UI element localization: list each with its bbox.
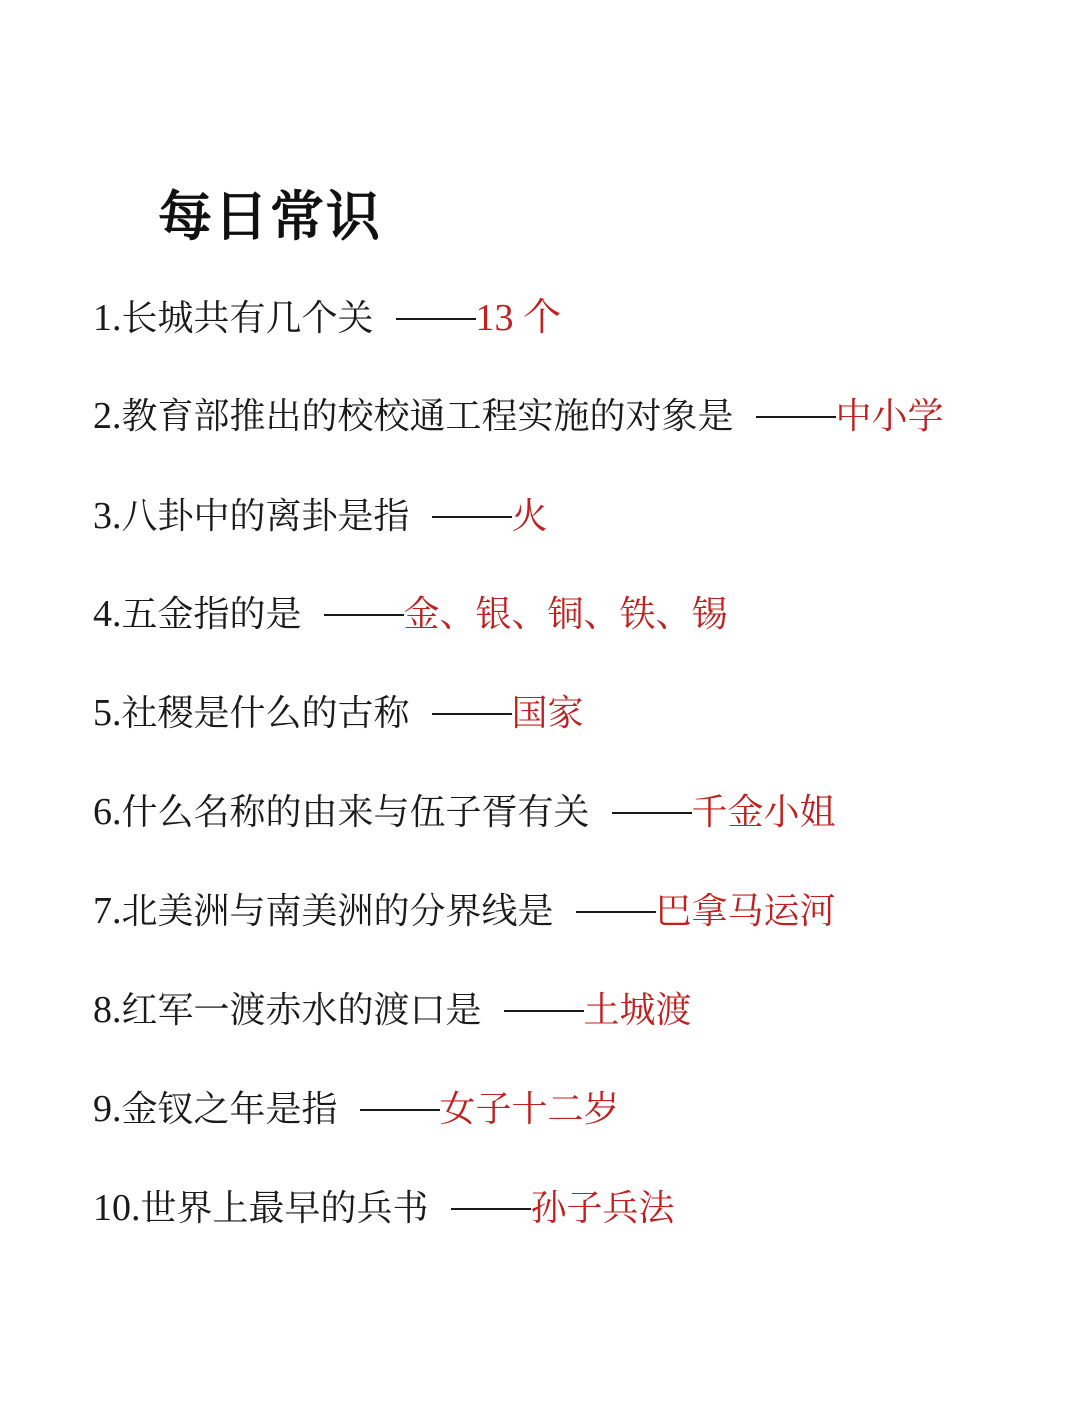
- item-answer: 中小学: [835, 396, 944, 437]
- list-item: [93, 1182, 675, 1234]
- item-question: 世界上最早的兵书: [140, 1188, 429, 1229]
- item-answer: 金、银、铜、铁、锡: [403, 594, 728, 635]
- answer-dash: [451, 1208, 531, 1210]
- item-question: 长城共有几个关: [121, 298, 374, 339]
- answer-dash: [612, 812, 692, 814]
- list-item: [93, 490, 548, 542]
- list-item: [93, 786, 836, 838]
- item-answer: 火: [511, 496, 548, 537]
- answer-dash: [504, 1010, 584, 1012]
- list-item: [93, 390, 944, 442]
- item-question: 金钗之年是指: [121, 1089, 338, 1130]
- list-item: [93, 588, 728, 640]
- item-question: 北美洲与南美洲的分界线是: [121, 891, 554, 932]
- item-number: 5.: [93, 692, 122, 734]
- item-question: 八卦中的离卦是指: [121, 496, 410, 537]
- item-number: 9.: [93, 1088, 122, 1130]
- answer-dash: [432, 713, 512, 715]
- answer-dash: [324, 614, 404, 616]
- list-item: [93, 885, 836, 937]
- answer-dash: [576, 911, 656, 913]
- item-answer: 巴拿马运河: [655, 891, 836, 932]
- list-item: [93, 1083, 620, 1135]
- item-number: 6.: [93, 791, 122, 833]
- item-number: 10.: [93, 1187, 141, 1229]
- item-answer: 女子十二岁: [439, 1089, 620, 1130]
- item-number: 2.: [93, 395, 122, 437]
- item-answer: 国家: [511, 693, 584, 734]
- item-question: 什么名称的由来与伍子胥有关: [121, 792, 590, 833]
- item-question: 社稷是什么的古称: [121, 693, 410, 734]
- item-answer: 13 个: [475, 297, 562, 339]
- answer-dash: [756, 416, 836, 418]
- item-number: 8.: [93, 989, 122, 1031]
- answer-dash: [360, 1109, 440, 1111]
- item-question: 红军一渡赤水的渡口是: [121, 990, 482, 1031]
- item-number: 3.: [93, 495, 122, 537]
- item-number: 4.: [93, 593, 122, 635]
- item-number: 1.: [93, 297, 122, 339]
- answer-dash: [396, 318, 476, 320]
- answer-dash: [432, 516, 512, 518]
- list-item: [93, 687, 584, 739]
- item-question: 五金指的是: [121, 594, 302, 635]
- item-number: 7.: [93, 890, 122, 932]
- item-question: 教育部推出的校校通工程实施的对象是: [121, 396, 734, 437]
- item-answer: 孙子兵法: [530, 1188, 675, 1229]
- list-item: [93, 292, 561, 344]
- item-answer: 土城渡: [583, 990, 692, 1031]
- item-answer: 千金小姐: [691, 792, 836, 833]
- page-title: 每日常识: [158, 185, 382, 248]
- list-item: [93, 984, 692, 1036]
